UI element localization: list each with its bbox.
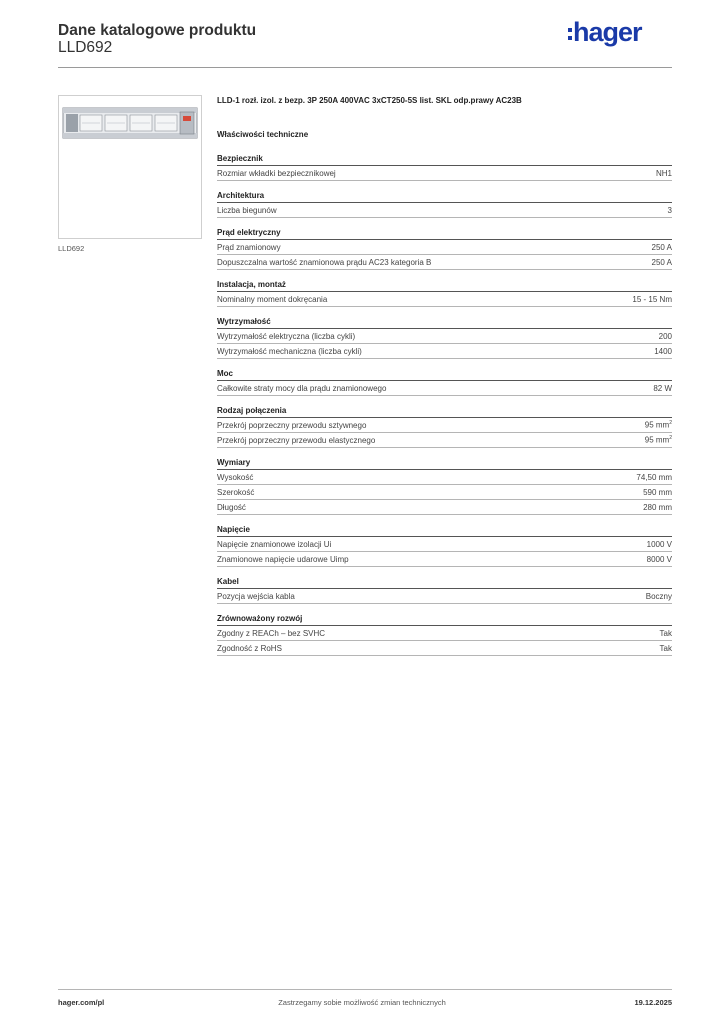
- spec-value-text: Tak: [659, 643, 672, 653]
- spec-label: Pozycja wejścia kabla: [217, 591, 295, 601]
- section-title: Bezpiecznik: [217, 154, 672, 166]
- spec-row: [217, 240, 672, 255]
- spec-value: [643, 488, 672, 497]
- spec-label: Wytrzymałość elektryczna (liczba cykli): [217, 331, 356, 341]
- spec-value: [646, 592, 672, 601]
- spec-label: Prąd znamionowy: [217, 242, 281, 252]
- spec-value: [647, 540, 672, 549]
- spec-value-text: 200: [658, 331, 672, 341]
- footer-notice: Zastrzegamy sobie możliwość zmian technicznych: [278, 998, 446, 1007]
- spec-value: [645, 435, 672, 445]
- image-caption: LLD692: [58, 244, 85, 253]
- logo-text: hager: [573, 16, 642, 47]
- spec-value: [652, 258, 672, 267]
- spec-value-text: 74,50 mm: [636, 472, 672, 482]
- spec-content: [217, 96, 672, 656]
- spec-value-text: 1000 V: [646, 539, 672, 549]
- spec-value: [660, 644, 672, 653]
- spec-sections: [217, 154, 672, 656]
- spec-label: Całkowite straty mocy dla prądu znamionowego: [217, 383, 387, 393]
- spec-value: [652, 243, 672, 252]
- logo-colon-icon: [568, 28, 572, 40]
- spec-value: [643, 503, 672, 512]
- spec-section: [217, 317, 672, 359]
- spec-value: [659, 332, 672, 341]
- spec-section: [217, 525, 672, 567]
- spec-row: [217, 470, 672, 485]
- section-title: Napięcie: [217, 525, 672, 537]
- spec-row: [217, 292, 672, 307]
- footer-website-link[interactable]: hager.com/pl: [58, 998, 105, 1007]
- spec-value: [645, 420, 672, 430]
- spec-row: [217, 589, 672, 604]
- spec-value-text: 590 mm: [643, 487, 672, 497]
- hager-logo[interactable]: [568, 15, 642, 49]
- spec-label: Wytrzymałość mechaniczna (liczba cykli): [217, 346, 362, 356]
- header-divider: [58, 67, 672, 68]
- section-title: Architektura: [217, 191, 672, 203]
- spec-section: [217, 369, 672, 396]
- spec-label: Napięcie znamionowe izolacji Ui: [217, 539, 332, 549]
- spec-value: [656, 169, 672, 178]
- spec-value-text: Tak: [659, 628, 672, 638]
- spec-value-text: 95 mm: [644, 420, 670, 430]
- spec-value-text: 82 W: [653, 383, 672, 393]
- spec-row: [217, 418, 672, 433]
- footer-divider: [58, 989, 672, 990]
- spec-section: [217, 614, 672, 656]
- spec-row: [217, 485, 672, 500]
- spec-section: [217, 406, 672, 448]
- spec-value-text: Boczny: [645, 591, 672, 601]
- section-title: Rodzaj połączenia: [217, 406, 672, 418]
- product-image: [58, 95, 202, 239]
- spec-row: [217, 433, 672, 448]
- spec-section: [217, 228, 672, 270]
- spec-value: [653, 384, 672, 393]
- spec-label: Dopuszczalna wartość znamionowa prądu AC23 kategoria B: [217, 257, 432, 267]
- spec-value-text: 95 mm: [644, 435, 670, 445]
- spec-value: [660, 629, 672, 638]
- section-title: Moc: [217, 369, 672, 381]
- spec-value-superscript: 2: [669, 420, 672, 427]
- spec-label: Długość: [217, 502, 246, 512]
- product-code: LLD692: [58, 39, 113, 56]
- spec-label: Rozmiar wkładki bezpiecznikowej: [217, 168, 336, 178]
- spec-label: Szerokość: [217, 487, 255, 497]
- section-title: Instalacja, montaż: [217, 280, 672, 292]
- footer-date: 19.12.2025: [634, 998, 672, 1007]
- spec-value-superscript: 2: [669, 435, 672, 442]
- spec-section: [217, 458, 672, 515]
- spec-value-text: NH1: [655, 168, 672, 178]
- spec-row: [217, 166, 672, 181]
- spec-value: [647, 555, 672, 564]
- spec-row: [217, 255, 672, 270]
- spec-row: [217, 344, 672, 359]
- spec-row: [217, 537, 672, 552]
- spec-value-text: 250 A: [651, 242, 672, 252]
- spec-row: [217, 203, 672, 218]
- spec-section: [217, 280, 672, 307]
- spec-label: Przekrój poprzeczny przewodu sztywnego: [217, 420, 367, 430]
- spec-label: Liczba biegunów: [217, 205, 277, 215]
- spec-row: [217, 626, 672, 641]
- spec-row: [217, 381, 672, 396]
- page-title: Dane katalogowe produktu: [58, 22, 257, 39]
- spec-value-text: 15 - 15 Nm: [632, 294, 672, 304]
- section-title: Zrównoważony rozwój: [217, 614, 672, 626]
- section-title: Kabel: [217, 577, 672, 589]
- spec-value: [654, 347, 672, 356]
- spec-label: Znamionowe napięcie udarowe Uimp: [217, 554, 349, 564]
- spec-value-text: 250 A: [651, 257, 672, 267]
- spec-value-text: 8000 V: [646, 554, 672, 564]
- spec-value: [668, 206, 672, 215]
- spec-label: Zgodność z RoHS: [217, 643, 282, 653]
- spec-value-text: 1400: [654, 346, 672, 356]
- spec-value: [632, 295, 672, 304]
- spec-value-text: 3: [667, 205, 672, 215]
- spec-row: [217, 500, 672, 515]
- spec-section: [217, 191, 672, 218]
- product-description: LLD-1 rozł. izol. z bezp. 3P 250A 400VAC 3xCT250-5S list. SKL odp.prawy AC23B: [217, 96, 522, 105]
- spec-value-text: 280 mm: [643, 502, 672, 512]
- spec-row: [217, 329, 672, 344]
- section-title: Wytrzymałość: [217, 317, 672, 329]
- section-title: Prąd elektryczny: [217, 228, 672, 240]
- spec-label: Przekrój poprzeczny przewodu elastycznego: [217, 435, 376, 445]
- spec-row: [217, 552, 672, 567]
- spec-label: Nominalny moment dokręcania: [217, 294, 328, 304]
- section-title: Wymiary: [217, 458, 672, 470]
- properties-title: Właściwości techniczne: [217, 130, 309, 139]
- spec-section: [217, 154, 672, 181]
- spec-value: [636, 473, 672, 482]
- spec-section: [217, 577, 672, 604]
- spec-label: Wysokość: [217, 472, 254, 482]
- spec-row: [217, 641, 672, 656]
- switch-disconnector-icon: [62, 102, 198, 144]
- spec-label: Zgodny z REACh – bez SVHC: [217, 628, 326, 638]
